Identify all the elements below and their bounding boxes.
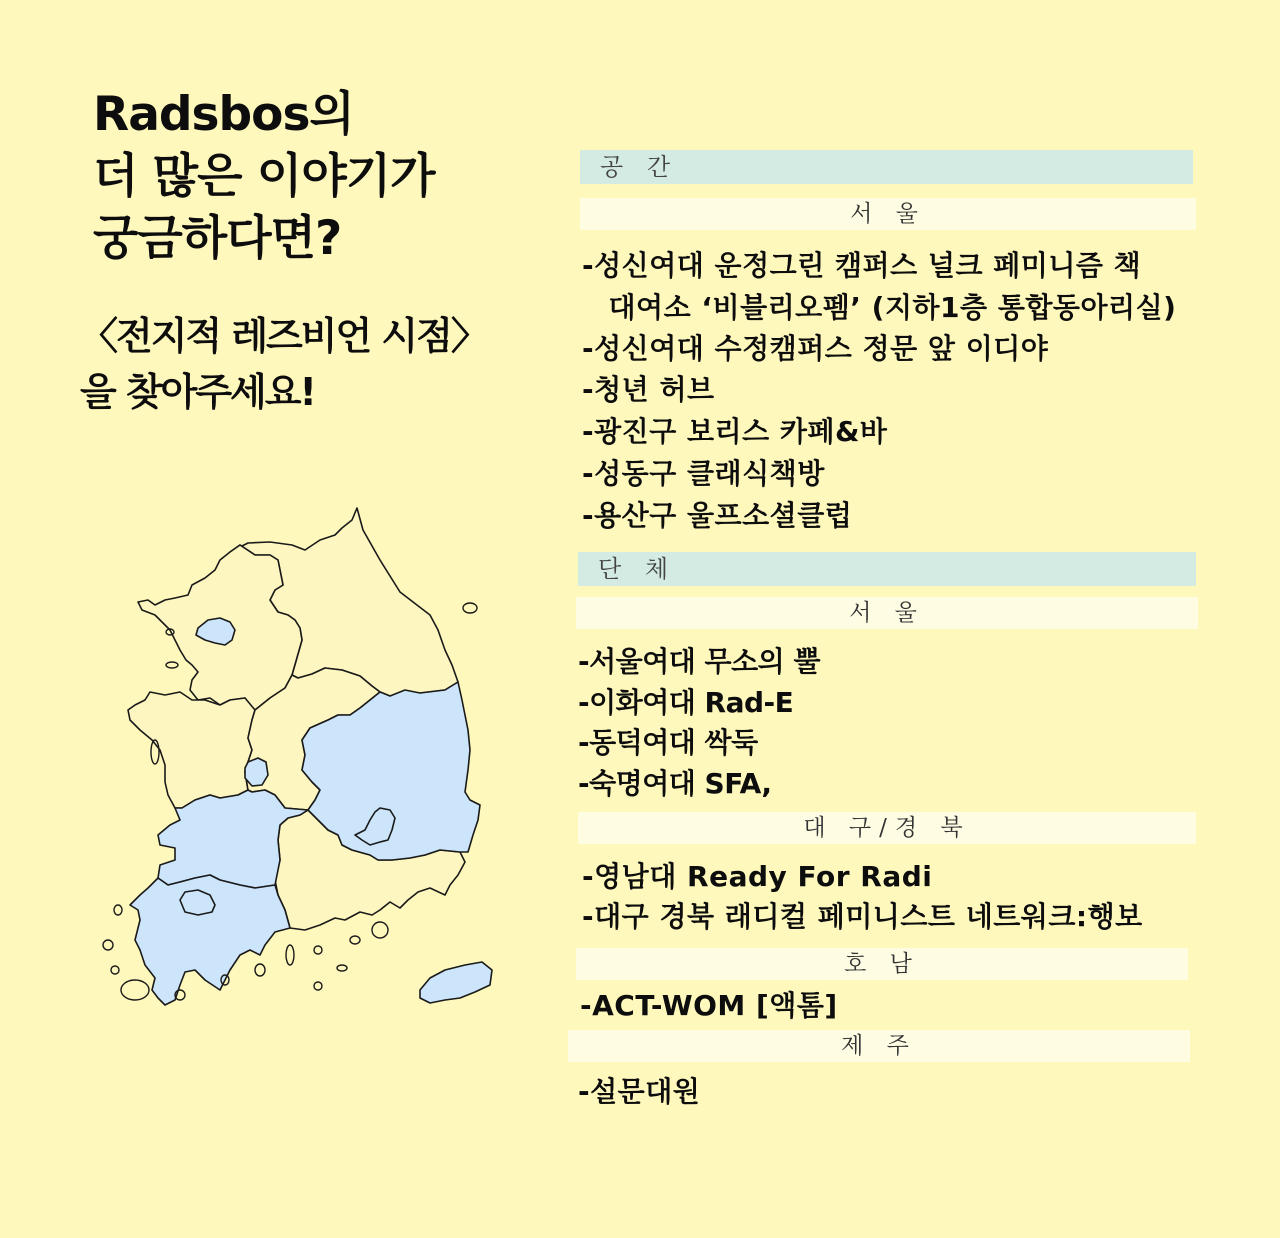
list-item: -이화여대 Rad-E (578, 686, 794, 719)
subtitle-line-1: 〈전지적 레즈비언 시점〉 (80, 314, 487, 358)
list-item: -동덕여대 싹둑 (578, 726, 758, 759)
island-ulleung (463, 603, 477, 613)
list-item: -성신여대 수정캠퍼스 정문 앞 이디야 (582, 332, 1049, 365)
list-item: -성신여대 운정그린 캠퍼스 널크 페미니즘 책 (582, 249, 1142, 282)
list-item: -숙명여대 SFA, (578, 767, 772, 800)
list-item: -영남대 Ready For Radi (582, 860, 933, 893)
region-jeju (420, 962, 492, 1003)
category-label-spaces: 공 간 (600, 153, 678, 181)
region-label: 서 울 (850, 201, 926, 227)
region-label: 대 구/경 북 (803, 815, 971, 841)
region-daejeon (245, 758, 268, 786)
page-title (93, 84, 435, 270)
region-label: 호 남 (844, 951, 920, 977)
title-line-3: 궁금하다면? (93, 211, 342, 266)
list-item: -용산구 울프소셜클럽 (582, 499, 853, 532)
region-bar-spaces-seoul (580, 198, 1196, 230)
region-label: 제 주 (841, 1033, 917, 1059)
title-line-1: Radsbos의 (93, 87, 354, 142)
region-label: 서 울 (849, 600, 925, 626)
list-item: 대여소 ‘비블리오펨’ (지하1층 통합동아리실) (588, 291, 1177, 324)
list-item: -설문대원 (578, 1075, 701, 1108)
region-bar-groups-seoul (576, 597, 1198, 629)
region-chungnam (128, 692, 255, 808)
list-item: -대구 경북 래디컬 페미니스트 네트워크:행보 (582, 900, 1143, 933)
south-korea-map (80, 500, 500, 1080)
region-bar-jeju (568, 1030, 1190, 1062)
list-item: -광진구 보리스 카페&바 (582, 415, 888, 448)
region-bar-daegu-gyeongbuk (578, 812, 1196, 844)
list-item: -청년 허브 (582, 373, 715, 406)
region-bar-honam (576, 948, 1188, 980)
list-item: -ACT-WOM [액톰] (580, 989, 838, 1022)
list-item: -서울여대 무소의 뿔 (578, 645, 821, 678)
category-label-groups: 단 체 (598, 555, 676, 583)
subtitle (80, 308, 487, 420)
list-item: -성동구 클래식책방 (582, 457, 825, 490)
subtitle-line-2: 을 찾아주세요! (80, 370, 315, 414)
category-bar-spaces (580, 150, 1193, 184)
category-bar-groups (578, 552, 1196, 586)
title-line-2: 더 많은 이야기가 (93, 149, 435, 204)
